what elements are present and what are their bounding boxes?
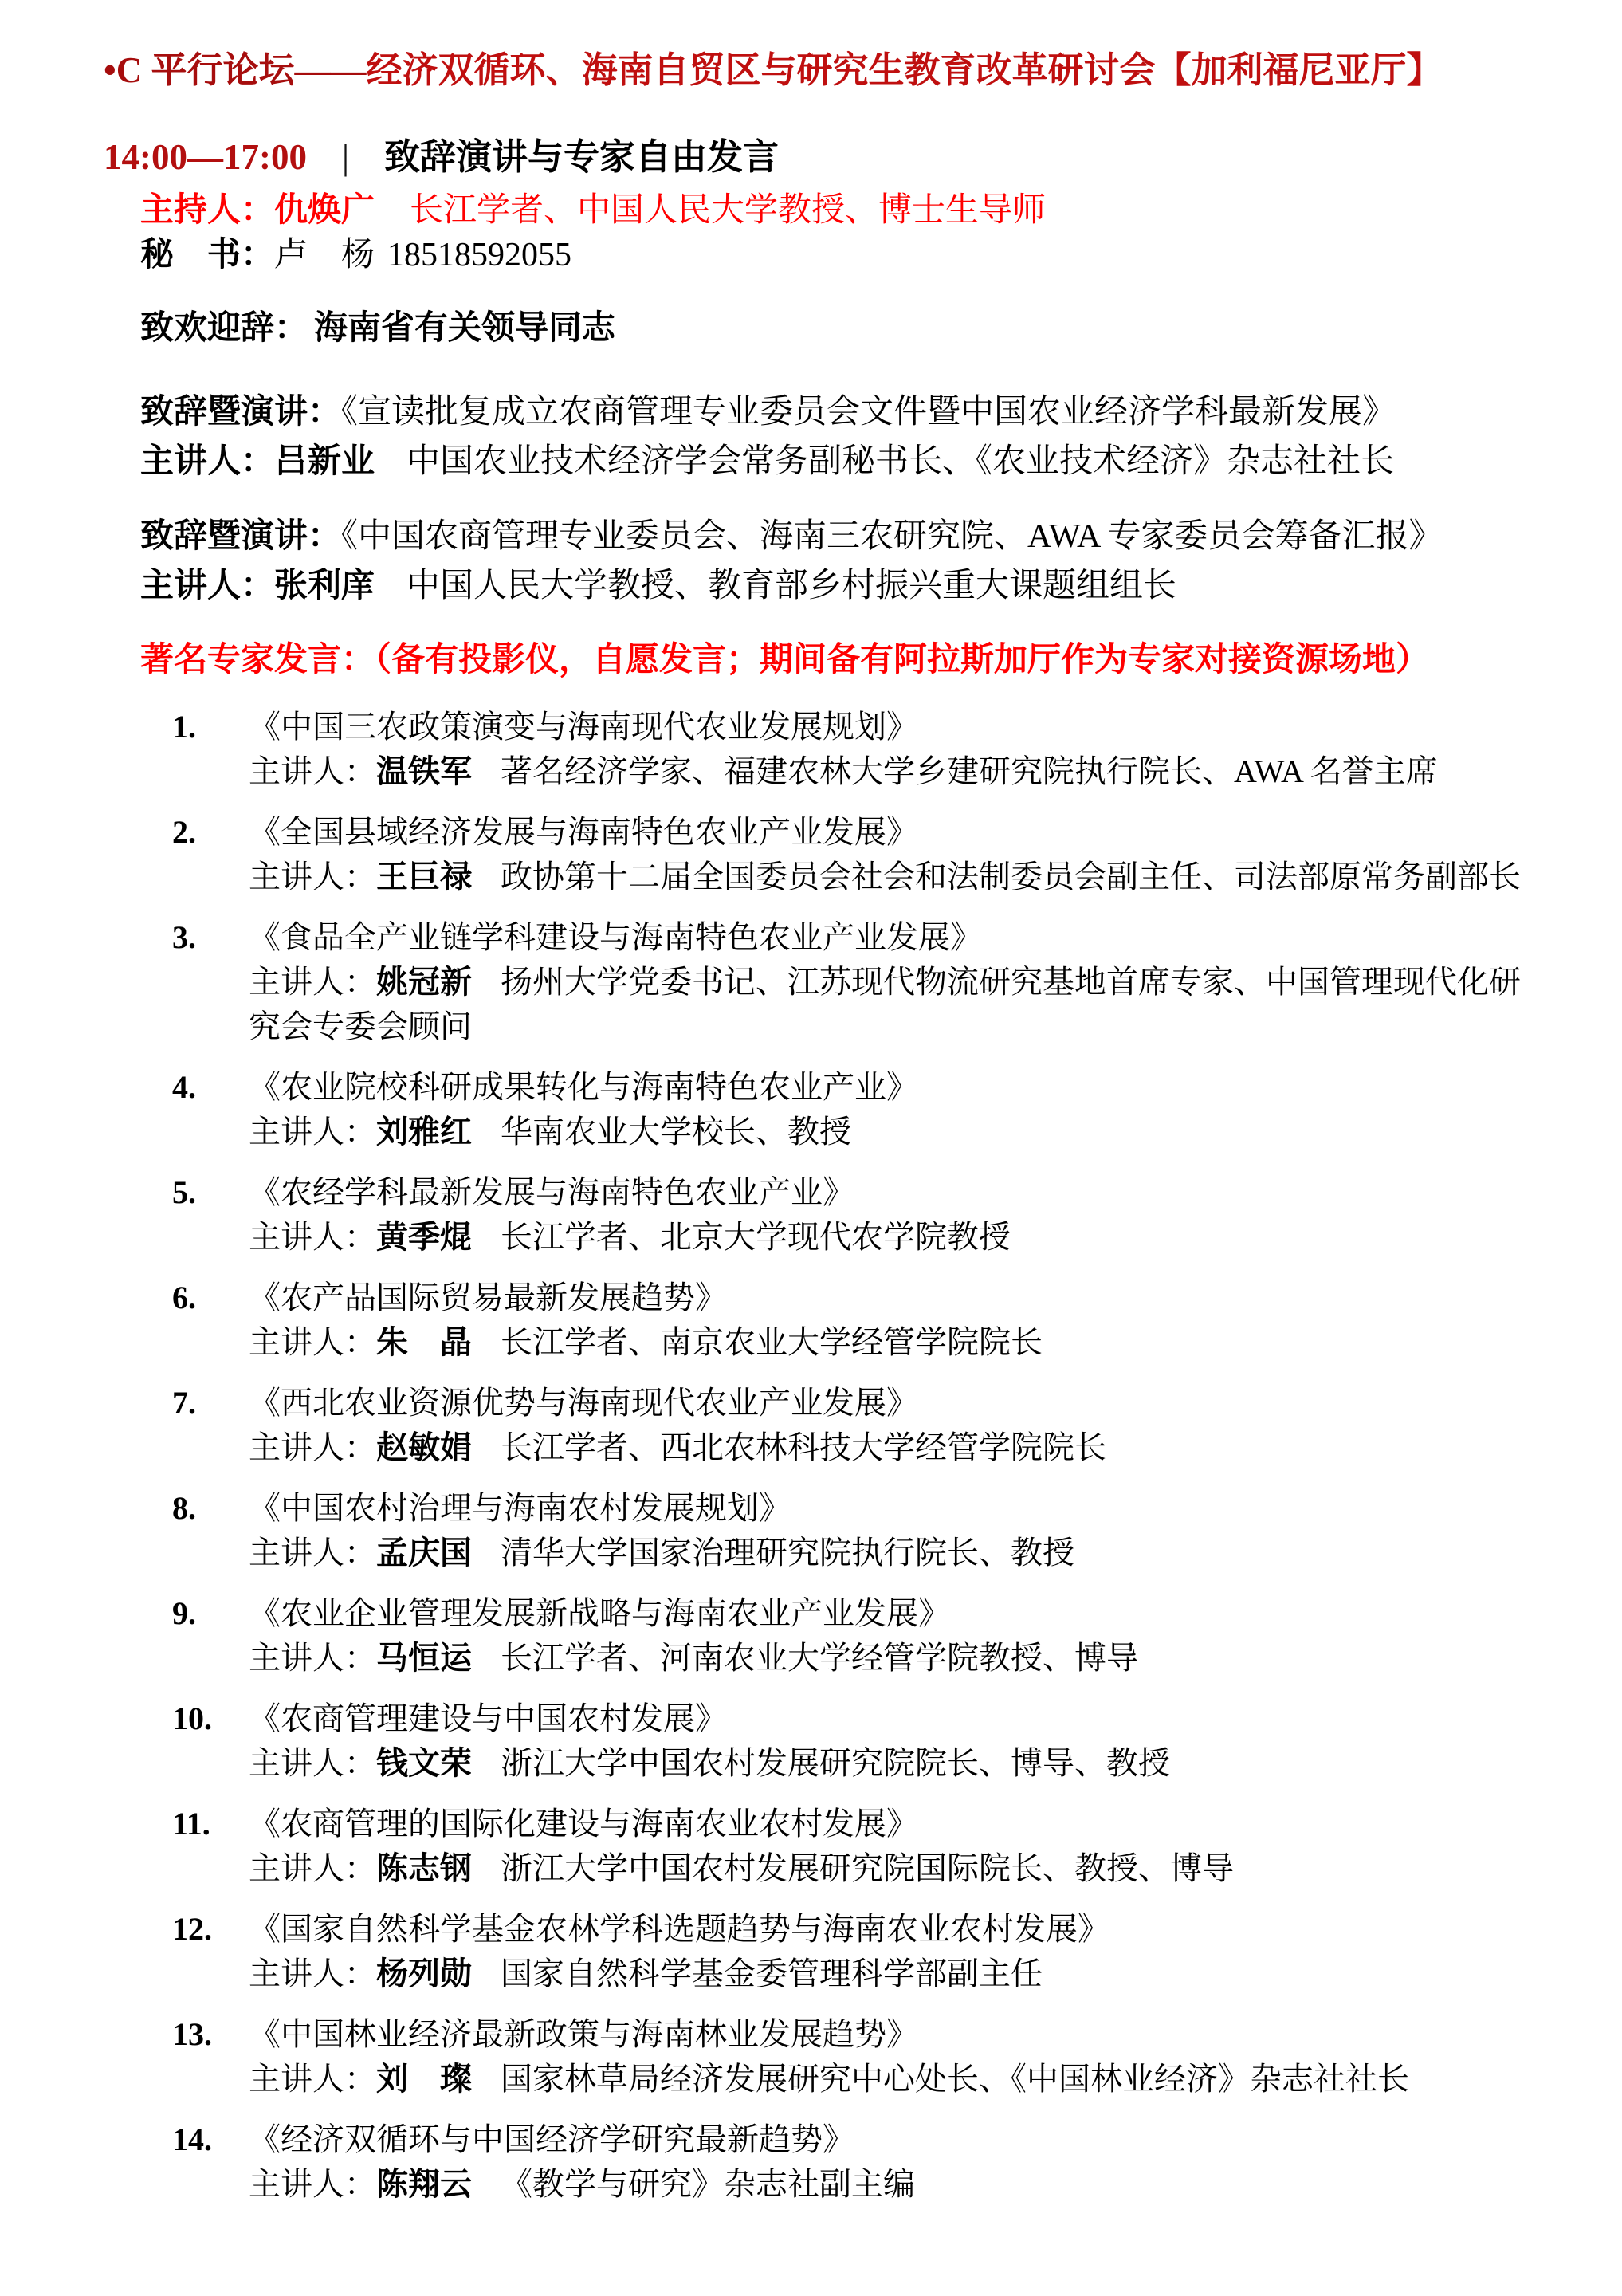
forum-topic: 经济双循环、海南自贸区与研究生教育改革研讨会【加利福尼亚厅】 — [366, 50, 1443, 90]
talk-content — [249, 1065, 1530, 1154]
talk-speaker-line — [249, 2057, 1530, 2101]
talk-title: 《经济双循环与中国经济学研究最新趋势》 — [249, 2121, 854, 2157]
host-line — [140, 188, 1530, 233]
speaker-label: 主讲人： — [249, 1745, 376, 1781]
speech-label: 致辞暨演讲： — [140, 394, 342, 431]
talk-item — [104, 1065, 1530, 1154]
host-label: 主持人： — [140, 192, 275, 229]
talk-speaker-line — [249, 960, 1530, 1049]
speaker-label: 主讲人： — [249, 753, 376, 789]
speaker-label: 主讲人： — [140, 568, 275, 604]
speaker-label: 主讲人： — [249, 1219, 376, 1255]
speaker-affiliation: 中国人民大学教授、教育部乡村振兴重大课题组组长 — [406, 568, 1177, 604]
session-title: 致辞演讲与专家自由发言 — [384, 137, 780, 177]
speaker-name: 姚冠新 — [376, 964, 472, 1000]
talk-title: 《农经学科最新发展与海南特色农业产业》 — [249, 1174, 854, 1210]
speaker-affiliation: 浙江大学中国农村发展研究院院长、博导、教授 — [501, 1745, 1170, 1781]
host-description: 长江学者、中国人民大学教授、博士生导师 — [410, 192, 1047, 229]
speaker-label: 主讲人： — [249, 1429, 376, 1465]
talk-content — [249, 1486, 1530, 1575]
talk-speaker-line — [249, 749, 1530, 794]
speaker-label: 主讲人： — [249, 859, 376, 894]
speaker-name: 陈翔云 — [376, 2166, 472, 2202]
talk-item — [104, 810, 1530, 899]
speaker-affiliation: 清华大学国家治理研究院执行院长、教授 — [501, 1535, 1074, 1571]
speech-list — [104, 387, 1530, 611]
speaker-label: 主讲人： — [249, 2166, 376, 2202]
speech-speaker-line — [140, 437, 1530, 486]
talk-item — [104, 2117, 1530, 2207]
talk-title: 《中国三农政策演变与海南现代农业发展规划》 — [249, 709, 918, 745]
talk-content — [249, 705, 1530, 794]
session-header — [104, 134, 1530, 180]
speaker-name: 吕新业 — [274, 443, 375, 480]
separator-bar: | — [341, 137, 349, 177]
speech-block — [140, 512, 1530, 611]
talk-number: 7. — [172, 1385, 196, 1421]
speech-title-line — [140, 387, 1530, 437]
speaker-label: 主讲人： — [249, 1535, 376, 1571]
talk-content — [249, 1591, 1530, 1681]
talk-number: 11. — [172, 1806, 210, 1842]
speaker-label: 主讲人： — [249, 2061, 376, 2097]
talk-number: 4. — [172, 1069, 196, 1105]
talk-number: 2. — [172, 814, 196, 850]
speaker-affiliation: 扬州大学党委书记、江苏现代物流研究基地首席专家、中国管理现代化研究会专委会顾问 — [249, 964, 1521, 1044]
speaker-label: 主讲人： — [249, 1956, 376, 1991]
talk-speaker-line — [249, 2162, 1530, 2207]
speaker-name: 刘 璨 — [376, 2061, 472, 2097]
talk-title: 《农商管理的国际化建设与海南农业农村发展》 — [249, 1806, 918, 1842]
talk-speaker-line — [249, 1846, 1530, 1891]
welcome-text: 海南省有关领导同志 — [314, 310, 616, 347]
speech-title-line — [140, 512, 1530, 561]
talk-speaker-line — [249, 1320, 1530, 1365]
speech-title: 《中国农商管理专业委员会、海南三农研究院、AWA 专家委员会筹备汇报》 — [341, 518, 1443, 555]
talk-speaker-line — [249, 1636, 1530, 1681]
talk-content — [249, 1170, 1530, 1260]
talk-number: 13. — [172, 2016, 212, 2052]
talk-item — [104, 915, 1530, 1049]
talk-content — [249, 1802, 1530, 1891]
talk-speaker-line — [249, 1531, 1530, 1575]
talk-number: 1. — [172, 709, 196, 745]
talk-number: 8. — [172, 1490, 196, 1526]
speaker-affiliation: 华南农业大学校长、教授 — [501, 1114, 851, 1150]
secretary-phone: 18518592055 — [387, 237, 572, 273]
talk-speaker-line — [249, 1741, 1530, 1786]
talk-number: 6. — [172, 1280, 196, 1315]
speaker-affiliation: 长江学者、西北农林科技大学经管学院院长 — [501, 1429, 1106, 1465]
talk-content — [249, 1276, 1530, 1365]
talk-item — [104, 1486, 1530, 1575]
secretary-line — [140, 233, 1530, 277]
talk-number: 14. — [172, 2121, 212, 2157]
expert-note-label: 著名专家发言： — [140, 642, 375, 678]
talk-number: 10. — [172, 1700, 212, 1736]
talk-item — [104, 1907, 1530, 1996]
host-name: 仇焕广 — [274, 192, 375, 229]
speaker-name: 马恒运 — [376, 1640, 472, 1676]
welcome-line — [140, 306, 1530, 351]
speaker-label: 主讲人： — [249, 964, 376, 1000]
speaker-affiliation: 长江学者、河南农业大学经管学院教授、博导 — [501, 1640, 1138, 1676]
speech-block — [140, 387, 1530, 486]
speaker-name: 朱 晶 — [376, 1324, 472, 1360]
talk-title: 《农产品国际贸易最新发展趋势》 — [249, 1280, 727, 1315]
speaker-label: 主讲人： — [249, 1324, 376, 1360]
speaker-label: 主讲人： — [140, 443, 275, 480]
session-time: 14:00—17:00 — [104, 137, 307, 177]
talk-list — [104, 705, 1530, 2207]
talk-title: 《西北农业资源优势与海南现代农业产业发展》 — [249, 1385, 918, 1421]
speaker-name: 孟庆国 — [376, 1535, 472, 1571]
talk-speaker-line — [249, 855, 1530, 899]
talk-title: 《中国农村治理与海南农村发展规划》 — [249, 1490, 791, 1526]
speaker-affiliation: 长江学者、南京农业大学经管学院院长 — [501, 1324, 1043, 1360]
speaker-affiliation: 长江学者、北京大学现代农学院教授 — [501, 1219, 1011, 1255]
talk-title: 《国家自然科学基金农林学科选题趋势与海南农业农村发展》 — [249, 1911, 1109, 1947]
talk-item — [104, 1381, 1530, 1470]
speaker-name: 王巨禄 — [376, 859, 472, 894]
speaker-name: 赵敏娟 — [376, 1429, 472, 1465]
talk-speaker-line — [249, 1215, 1530, 1260]
speech-title: 《宣读批复成立农商管理专业委员会文件暨中国农业经济学科最新发展》 — [341, 394, 1396, 431]
expert-note-line — [140, 636, 1530, 684]
talk-speaker-line — [249, 1952, 1530, 1996]
speaker-affiliation: 国家林草局经济发展研究中心处长、《中国林业经济》杂志社社长 — [501, 2061, 1409, 2097]
speaker-affiliation: 浙江大学中国农村发展研究院国际院长、教授、博导 — [501, 1850, 1234, 1886]
speaker-affiliation: 《教学与研究》杂志社副主编 — [501, 2166, 915, 2202]
speaker-affiliation: 著名经济学家、福建农林大学乡建研究院执行院长、AWA 名誉主席 — [501, 753, 1438, 789]
talk-content — [249, 1381, 1530, 1470]
talk-content — [249, 915, 1530, 1049]
speaker-name: 张利庠 — [274, 568, 375, 604]
talk-item — [104, 1276, 1530, 1365]
talk-content — [249, 1696, 1530, 1786]
talk-speaker-line — [249, 1110, 1530, 1154]
talk-item — [104, 1591, 1530, 1681]
talk-title: 《食品全产业链学科建设与海南特色农业产业发展》 — [249, 919, 982, 955]
talk-item — [104, 2012, 1530, 2101]
speaker-name: 杨列勋 — [376, 1956, 472, 1991]
page-title — [104, 46, 1530, 94]
speaker-affiliation: 国家自然科学基金委管理科学部副主任 — [501, 1956, 1043, 1991]
speaker-name: 黄季焜 — [376, 1219, 472, 1255]
speaker-name: 陈志钢 — [376, 1850, 472, 1886]
speaker-label: 主讲人： — [249, 1114, 376, 1150]
speech-speaker-line — [140, 561, 1530, 611]
talk-number: 9. — [172, 1595, 196, 1631]
talk-number: 3. — [172, 919, 196, 955]
secretary-label: 秘 书： — [140, 237, 275, 273]
expert-note-text: （备有投影仪，自愿发言；期间备有阿拉斯加厅作为专家对接资源场地） — [375, 642, 1430, 678]
speaker-name: 刘雅红 — [376, 1114, 472, 1150]
speech-label: 致辞暨演讲： — [140, 518, 342, 555]
talk-content — [249, 2117, 1530, 2207]
talk-item — [104, 705, 1530, 794]
talk-title: 《农业院校科研成果转化与海南特色农业产业》 — [249, 1069, 918, 1105]
speaker-label: 主讲人： — [249, 1640, 376, 1676]
talk-number: 5. — [172, 1174, 196, 1210]
speaker-affiliation: 中国农业技术经济学会常务副秘书长、《农业技术经济》杂志社社长 — [406, 443, 1395, 480]
talk-number: 12. — [172, 1911, 212, 1947]
talk-item — [104, 1802, 1530, 1891]
talk-item — [104, 1696, 1530, 1786]
speaker-name: 钱文荣 — [376, 1745, 472, 1781]
talk-speaker-line — [249, 1425, 1530, 1470]
secretary-name: 卢 杨 — [274, 237, 375, 273]
speaker-affiliation: 政协第十二届全国委员会社会和法制委员会副主任、司法部原常务副部长 — [501, 859, 1521, 894]
talk-title: 《农商管理建设与中国农村发展》 — [249, 1700, 727, 1736]
talk-content — [249, 810, 1530, 899]
talk-title: 《农业企业管理发展新战略与海南农业产业发展》 — [249, 1595, 950, 1631]
welcome-label: 致欢迎辞： — [140, 310, 308, 347]
talk-item — [104, 1170, 1530, 1260]
talk-title: 《中国林业经济最新政策与海南林业发展趋势》 — [249, 2016, 918, 2052]
speaker-name: 温铁军 — [376, 753, 472, 789]
talk-content — [249, 1907, 1530, 1996]
talk-title: 《全国县域经济发展与海南特色农业产业发展》 — [249, 814, 918, 850]
speaker-label: 主讲人： — [249, 1850, 376, 1886]
forum-label: •C 平行论坛—— — [104, 50, 367, 90]
talk-content — [249, 2012, 1530, 2101]
